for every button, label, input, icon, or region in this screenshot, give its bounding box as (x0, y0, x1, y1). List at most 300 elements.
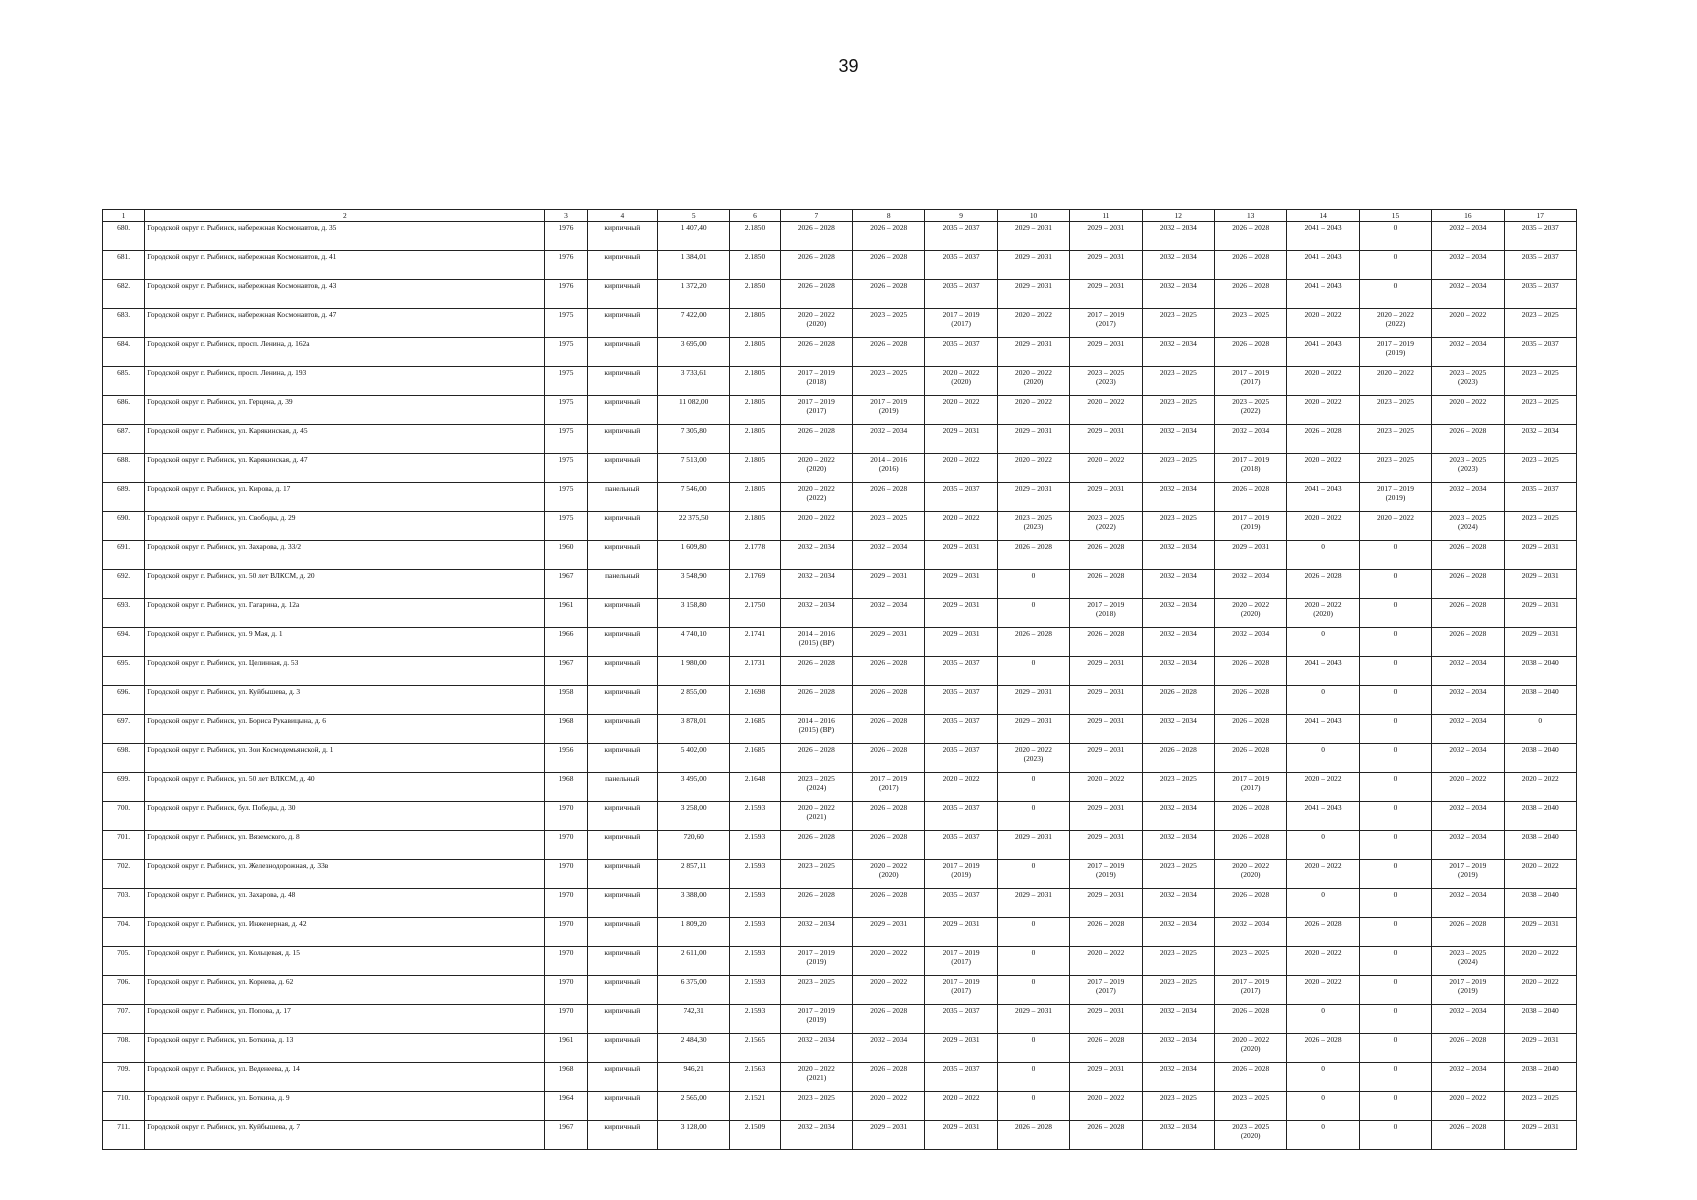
cell-value: кирпичный (604, 455, 641, 464)
cell-value: Городской округ г. Рыбинск, ул. Целинная, д. 53 (147, 658, 299, 667)
cell-c9 (925, 309, 997, 338)
cell-c10 (997, 367, 1069, 396)
cell-value: 2032 – 2034 (797, 1122, 835, 1131)
cell-value: 2026 – 2028 (1232, 832, 1270, 841)
cell-value: 2023 – 2025 (1159, 977, 1197, 986)
cell-value: 701. (117, 832, 131, 841)
cell-c9 (925, 715, 997, 744)
cell-value: 2032 – 2034 (1449, 484, 1487, 493)
cell-k (730, 396, 780, 425)
cell-value: 2035 – 2037 (942, 281, 980, 290)
cell-c15 (1359, 860, 1431, 889)
cell-value: кирпичный (604, 1122, 641, 1131)
cell-c17 (1504, 280, 1576, 309)
cell-addr (145, 715, 545, 744)
cell-year (545, 454, 587, 483)
cell-value: 2035 – 2037 (1521, 252, 1559, 261)
cell-value: 2035 – 2037 (942, 252, 980, 261)
cell-actual-year: (2019) (1385, 493, 1406, 502)
cell-value: 3 733,61 (680, 368, 707, 377)
cell-c8 (853, 541, 925, 570)
cell-c15 (1359, 425, 1431, 454)
cell-c15 (1359, 1034, 1431, 1063)
table-row (103, 976, 1577, 1005)
cell-value: 2032 – 2034 (1159, 571, 1197, 580)
cell-year (545, 541, 587, 570)
cell-value: 1976 (558, 252, 574, 261)
cell-year (545, 773, 587, 802)
cell-actual-year: (2016) (878, 464, 899, 473)
cell-actual-year: (2017) (806, 406, 827, 415)
cell-value: 2017 – 2019 (797, 368, 835, 377)
cell-c10 (997, 541, 1069, 570)
cell-n (103, 396, 145, 425)
cell-area (657, 483, 729, 512)
table-row (103, 1092, 1577, 1121)
cell-k (730, 628, 780, 657)
cell-value: 2020 – 2022 (797, 310, 835, 319)
cell-value: 2020 – 2022 (1376, 368, 1414, 377)
cell-area (657, 512, 729, 541)
cell-addr (145, 454, 545, 483)
cell-c11 (1070, 454, 1142, 483)
cell-c11 (1070, 338, 1142, 367)
cell-value: 2.1685 (744, 716, 766, 725)
cell-c13 (1214, 396, 1286, 425)
cell-value: 2035 – 2037 (942, 716, 980, 725)
cell-c17 (1504, 570, 1576, 599)
cell-c14 (1287, 367, 1359, 396)
cell-value: 2029 – 2031 (942, 629, 980, 638)
cell-k (730, 657, 780, 686)
cell-value: 0 (1538, 716, 1543, 725)
cell-value: 2023 – 2025 (870, 368, 908, 377)
cell-c7 (780, 1063, 852, 1092)
cell-value: 0 (1393, 223, 1398, 232)
cell-actual-year: (2018) (1096, 609, 1116, 618)
cell-value: 707. (117, 1006, 131, 1015)
cell-value: 2026 – 2028 (1087, 542, 1125, 551)
cell-value: 2032 – 2034 (1159, 542, 1197, 551)
cell-value: 0 (1393, 1035, 1398, 1044)
table-row (103, 1034, 1577, 1063)
cell-c9 (925, 628, 997, 657)
cell-c16 (1432, 570, 1504, 599)
table-row (103, 222, 1577, 251)
cell-value: 0 (1321, 1006, 1325, 1015)
cell-c17 (1504, 947, 1576, 976)
cell-value: 2020 – 2022 (942, 513, 980, 522)
cell-actual-year: (2024) (1457, 957, 1478, 966)
cell-value: 0 (1031, 571, 1036, 580)
cell-actual-year: (2015) (ВР) (798, 725, 835, 734)
cell-value: 690. (117, 513, 131, 522)
cell-c15 (1359, 1092, 1431, 1121)
cell-value: Городской округ г. Рыбинск, ул. Инженерная, д. 42 (147, 919, 307, 928)
cell-value: кирпичный (604, 310, 641, 319)
cell-value: 2029 – 2031 (1015, 687, 1052, 696)
cell-c11 (1070, 367, 1142, 396)
cell-c10 (997, 802, 1069, 831)
cell-c14 (1287, 599, 1359, 628)
cell-c17 (1504, 454, 1576, 483)
cell-mat (587, 918, 657, 947)
cell-value: 2029 – 2031 (942, 1122, 980, 1131)
cell-value: 2017 – 2019 (1232, 977, 1270, 986)
cell-value: 2023 – 2025 (1159, 1093, 1197, 1102)
table-row (103, 628, 1577, 657)
cell-value: 1967 (558, 1122, 574, 1131)
cell-value: Городской округ г. Рыбинск, ул. Веденеева, д. 14 (147, 1064, 300, 1073)
cell-c12 (1142, 512, 1214, 541)
cell-value: 2014 – 2016 (797, 629, 835, 638)
cell-c17 (1504, 222, 1576, 251)
cell-c15 (1359, 802, 1431, 831)
cell-c16 (1432, 947, 1504, 976)
cell-c16 (1432, 222, 1504, 251)
cell-value: 696. (117, 687, 131, 696)
cell-c7 (780, 918, 852, 947)
cell-mat (587, 1092, 657, 1121)
cell-value: 2029 – 2031 (1015, 426, 1052, 435)
cell-value: 2035 – 2037 (1521, 339, 1559, 348)
cell-value: 1970 (558, 1006, 574, 1015)
cell-c12 (1142, 831, 1214, 860)
cell-mat (587, 367, 657, 396)
cell-value: Городской округ г. Рыбинск, ул. 50 лет ВЛКСМ, д. 40 (147, 774, 315, 783)
cell-value: 2023 – 2025 (1376, 397, 1414, 406)
cell-value: 2023 – 2025 (1232, 1122, 1270, 1131)
cell-area (657, 338, 729, 367)
cell-actual-year: (2023) (1096, 377, 1116, 386)
cell-value: Городской округ г. Рыбинск, ул. Кирова, д. 17 (147, 484, 291, 493)
cell-value: 2029 – 2031 (1087, 890, 1125, 899)
cell-area (657, 280, 729, 309)
cell-c13 (1214, 628, 1286, 657)
cell-value: 1 980,00 (680, 658, 707, 667)
table-row (103, 1063, 1577, 1092)
cell-value: 2038 – 2040 (1521, 890, 1559, 899)
cell-mat (587, 773, 657, 802)
cell-value: 2.1521 (744, 1093, 766, 1102)
cell-value: 2032 – 2034 (1159, 716, 1197, 725)
cell-mat (587, 1005, 657, 1034)
table-row (103, 918, 1577, 947)
cell-c9 (925, 657, 997, 686)
cell-value: 3 158,80 (680, 600, 707, 609)
cell-value: 2032 – 2034 (1159, 223, 1197, 232)
cell-value: 2029 – 2031 (1087, 716, 1125, 725)
cell-addr (145, 1034, 545, 1063)
cell-c11 (1070, 1063, 1142, 1092)
cell-value: 1 372,20 (680, 281, 707, 290)
cell-c14 (1287, 773, 1359, 802)
cell-c16 (1432, 773, 1504, 802)
column-number-14: 14 (1287, 210, 1359, 222)
cell-area (657, 541, 729, 570)
cell-c12 (1142, 251, 1214, 280)
cell-c16 (1432, 338, 1504, 367)
cell-k (730, 715, 780, 744)
cell-c10 (997, 599, 1069, 628)
cell-c12 (1142, 454, 1214, 483)
cell-actual-year: (2024) (1457, 522, 1478, 531)
cell-c12 (1142, 309, 1214, 338)
cell-k (730, 1034, 780, 1063)
cell-value: 1 609,80 (680, 542, 707, 551)
cell-c11 (1070, 483, 1142, 512)
cell-c15 (1359, 599, 1431, 628)
cell-value: 2026 – 2028 (1232, 890, 1270, 899)
cell-c14 (1287, 1063, 1359, 1092)
cell-c15 (1359, 831, 1431, 860)
cell-value: 2026 – 2028 (870, 716, 908, 725)
cell-value: 2017 – 2019 (942, 310, 980, 319)
cell-c10 (997, 454, 1069, 483)
cell-value: 2026 – 2028 (1449, 426, 1487, 435)
cell-c16 (1432, 918, 1504, 947)
cell-c15 (1359, 1121, 1431, 1150)
cell-value: 2023 – 2025 (1159, 397, 1197, 406)
cell-area (657, 657, 729, 686)
cell-value: 2020 – 2022 (1304, 455, 1342, 464)
cell-actual-year: (2017) (1240, 986, 1261, 995)
cell-value: 2026 – 2028 (1449, 1122, 1487, 1131)
cell-value: 2032 – 2034 (797, 600, 835, 609)
cell-value: 2020 – 2022 (1521, 861, 1559, 870)
cell-value: 2023 – 2025 (1376, 426, 1414, 435)
cell-c15 (1359, 947, 1431, 976)
cell-c9 (925, 396, 997, 425)
cell-value: 2023 – 2025 (797, 774, 835, 783)
cell-c10 (997, 1121, 1069, 1150)
cell-c17 (1504, 512, 1576, 541)
cell-value: Городской округ г. Рыбинск, просп. Ленина, д. 162а (147, 339, 310, 348)
cell-value: 2 611,00 (680, 948, 707, 957)
cell-c14 (1287, 541, 1359, 570)
cell-value: 1967 (558, 571, 574, 580)
cell-area (657, 1005, 729, 1034)
cell-c9 (925, 889, 997, 918)
cell-value: 1968 (558, 1064, 574, 1073)
cell-value: 2032 – 2034 (1449, 832, 1487, 841)
cell-value: 2029 – 2031 (1521, 1122, 1559, 1131)
cell-value: 2026 – 2028 (797, 890, 835, 899)
cell-value: 2026 – 2028 (1304, 571, 1342, 580)
cell-addr (145, 541, 545, 570)
cell-n (103, 657, 145, 686)
cell-area (657, 860, 729, 889)
cell-value: 2.1805 (744, 513, 766, 522)
cell-c8 (853, 599, 925, 628)
cell-c12 (1142, 599, 1214, 628)
cell-value: 2.1805 (744, 368, 766, 377)
cell-value: 2026 – 2028 (870, 281, 908, 290)
cell-value: 2020 – 2022 (1015, 745, 1052, 754)
capital-repair-schedule-table (102, 209, 1577, 1150)
cell-area (657, 425, 729, 454)
cell-value: 2029 – 2031 (1087, 1064, 1125, 1073)
cell-c9 (925, 1063, 997, 1092)
cell-value: Городской округ г. Рыбинск, просп. Ленина, д. 193 (147, 368, 307, 377)
cell-c9 (925, 1121, 997, 1150)
cell-c15 (1359, 773, 1431, 802)
cell-value: 2032 – 2034 (1159, 1035, 1197, 1044)
cell-area (657, 1092, 729, 1121)
cell-c13 (1214, 889, 1286, 918)
cell-value: 2035 – 2037 (942, 1006, 980, 1015)
cell-value: 2020 – 2022 (1304, 977, 1342, 986)
cell-value: 3 878,01 (680, 716, 707, 725)
cell-n (103, 512, 145, 541)
cell-value: Городской округ г. Рыбинск, ул. 50 лет ВЛКСМ, д. 20 (147, 571, 315, 580)
cell-actual-year: (2020) (1313, 609, 1333, 618)
cell-c8 (853, 715, 925, 744)
cell-c13 (1214, 1005, 1286, 1034)
cell-value: 2029 – 2031 (942, 919, 980, 928)
cell-value: 2017 – 2019 (1376, 484, 1414, 493)
cell-c16 (1432, 1092, 1504, 1121)
cell-value: 1964 (558, 1093, 574, 1102)
cell-value: панельный (605, 571, 640, 580)
cell-value: 2017 – 2019 (797, 397, 835, 406)
cell-addr (145, 599, 545, 628)
cell-c11 (1070, 541, 1142, 570)
table-row (103, 715, 1577, 744)
cell-value: 2023 – 2025 (1159, 948, 1197, 957)
cell-value: 2032 – 2034 (1232, 426, 1270, 435)
cell-value: 2032 – 2034 (1449, 890, 1487, 899)
cell-c10 (997, 570, 1069, 599)
cell-c14 (1287, 889, 1359, 918)
cell-addr (145, 918, 545, 947)
cell-c14 (1287, 396, 1359, 425)
cell-value: 1975 (558, 310, 574, 319)
cell-value: 0 (1031, 1035, 1036, 1044)
cell-value: 2026 – 2028 (1232, 745, 1270, 754)
cell-value: 2029 – 2031 (1015, 1006, 1052, 1015)
cell-c9 (925, 802, 997, 831)
cell-value: 2032 – 2034 (1232, 571, 1270, 580)
cell-c7 (780, 744, 852, 773)
cell-value: кирпичный (604, 252, 641, 261)
cell-c11 (1070, 599, 1142, 628)
cell-value: кирпичный (604, 542, 641, 551)
cell-year (545, 425, 587, 454)
cell-value: 2023 – 2025 (1232, 310, 1270, 319)
cell-value: 2035 – 2037 (942, 890, 980, 899)
cell-value: 2032 – 2034 (1159, 658, 1197, 667)
cell-c14 (1287, 1121, 1359, 1150)
cell-addr (145, 657, 545, 686)
table-row (103, 367, 1577, 396)
cell-year (545, 918, 587, 947)
cell-c14 (1287, 802, 1359, 831)
cell-c13 (1214, 222, 1286, 251)
cell-value: 7 546,00 (680, 484, 707, 493)
cell-value: 2035 – 2037 (1521, 484, 1559, 493)
cell-value: 2020 – 2022 (1087, 397, 1125, 406)
cell-mat (587, 947, 657, 976)
cell-value: 0 (1321, 745, 1325, 754)
cell-value: 5 402,00 (680, 745, 707, 754)
cell-c12 (1142, 773, 1214, 802)
cell-value: Городской округ г. Рыбинск, набережная Космонавтов, д. 47 (147, 310, 337, 319)
cell-value: 0 (1393, 948, 1398, 957)
cell-k (730, 976, 780, 1005)
cell-area (657, 396, 729, 425)
cell-addr (145, 802, 545, 831)
cell-value: 2026 – 2028 (797, 223, 835, 232)
cell-c13 (1214, 570, 1286, 599)
cell-value: 0 (1321, 832, 1325, 841)
cell-value: 0 (1393, 1122, 1398, 1131)
cell-value: 2020 – 2022 (1521, 774, 1559, 783)
cell-area (657, 570, 729, 599)
cell-mat (587, 686, 657, 715)
cell-value: 2.1805 (744, 397, 766, 406)
cell-value: 2032 – 2034 (797, 919, 835, 928)
cell-value: 2017 – 2019 (942, 977, 980, 986)
cell-value: кирпичный (604, 803, 641, 812)
cell-c10 (997, 628, 1069, 657)
cell-value: 2026 – 2028 (797, 832, 835, 841)
cell-c9 (925, 947, 997, 976)
cell-value: 2020 – 2022 (797, 484, 835, 493)
cell-value: 1968 (558, 716, 574, 725)
cell-value: 2026 – 2028 (1087, 1035, 1125, 1044)
cell-value: 1 809,20 (680, 919, 707, 928)
cell-c9 (925, 860, 997, 889)
cell-c14 (1287, 976, 1359, 1005)
cell-c13 (1214, 425, 1286, 454)
cell-c7 (780, 628, 852, 657)
cell-value: 698. (117, 745, 131, 754)
cell-value: 1966 (558, 629, 574, 638)
cell-c17 (1504, 1092, 1576, 1121)
cell-value: Городской округ г. Рыбинск, ул. Куйбышева, д. 3 (147, 687, 301, 696)
table-row (103, 454, 1577, 483)
table-row (103, 1121, 1577, 1150)
table-row (103, 541, 1577, 570)
cell-k (730, 338, 780, 367)
cell-c8 (853, 251, 925, 280)
cell-value: 0 (1393, 658, 1398, 667)
cell-c12 (1142, 860, 1214, 889)
cell-value: 694. (117, 629, 131, 638)
cell-value: 2026 – 2028 (870, 339, 908, 348)
cell-c11 (1070, 802, 1142, 831)
cell-value: 3 258,00 (680, 803, 707, 812)
cell-value: 2032 – 2034 (1449, 1006, 1487, 1015)
cell-value: 2041 – 2043 (1304, 252, 1342, 261)
cell-value: 2020 – 2022 (942, 774, 980, 783)
cell-c11 (1070, 425, 1142, 454)
cell-c12 (1142, 1063, 1214, 1092)
cell-value: Городской округ г. Рыбинск, ул. Герцена, д. 39 (147, 397, 293, 406)
cell-c15 (1359, 338, 1431, 367)
cell-area (657, 251, 729, 280)
cell-actual-year: (2019) (1240, 522, 1261, 531)
cell-value: кирпичный (604, 600, 641, 609)
cell-value: 2023 – 2025 (1159, 774, 1197, 783)
cell-value: 2029 – 2031 (1087, 658, 1125, 667)
cell-c10 (997, 773, 1069, 802)
cell-value: 2023 – 2025 (797, 1093, 835, 1102)
cell-value: 2032 – 2034 (1449, 1064, 1487, 1073)
cell-value: 2032 – 2034 (1159, 803, 1197, 812)
cell-actual-year: (2024) (806, 783, 827, 792)
